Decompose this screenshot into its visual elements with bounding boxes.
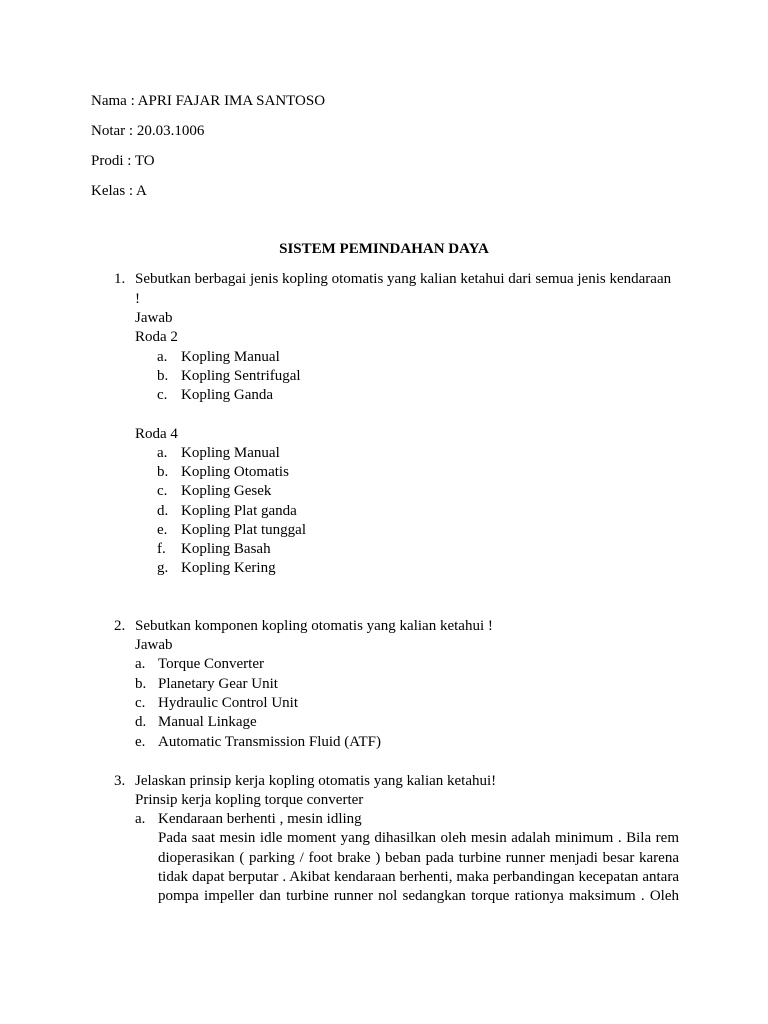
- q3-subtitle: Prinsip kerja kopling torque converter: [135, 792, 364, 808]
- q1-roda2-item-b-letter: b.: [157, 368, 169, 384]
- document-title: SISTEM PEMINDAHAN DAYA: [279, 241, 489, 257]
- q2-item-d: Manual Linkage: [158, 714, 257, 730]
- q1-roda4-item-e-letter: e.: [157, 522, 168, 538]
- q1-roda4-item-d-letter: d.: [157, 503, 169, 519]
- q1-question-line2: !: [135, 291, 140, 307]
- q1-jawab: Jawab: [135, 310, 173, 326]
- q2-jawab: Jawab: [135, 637, 173, 653]
- q1-roda4-item-b: Kopling Otomatis: [181, 464, 289, 480]
- q1-roda4-item-g-letter: g.: [157, 560, 169, 576]
- q1-roda4-item-f-letter: f.: [157, 541, 166, 557]
- q1-roda4-item-g: Kopling Kering: [181, 560, 276, 576]
- q2-item-e: Automatic Transmission Fluid (ATF): [158, 734, 381, 750]
- q1-roda2-label: Roda 2: [135, 329, 178, 345]
- q1-roda4-item-f: Kopling Basah: [181, 541, 271, 557]
- q3-paragraph-line-3: tidak dapat berputar . Akibat kendaraan berhenti, maka perbandingan kecepatan antara: [158, 869, 679, 885]
- q3-question: Jelaskan prinsip kerja kopling otomatis yang kalian ketahui!: [135, 773, 497, 789]
- q1-roda2-item-a-letter: a.: [157, 349, 168, 365]
- q1-question-line1: Sebutkan berbagai jenis kopling otomatis yang kalian ketahui dari semua jenis kendaraan: [135, 271, 672, 287]
- q2-item-a-letter: a.: [135, 656, 146, 672]
- q2-item-c-letter: c.: [135, 695, 146, 711]
- q2-item-d-letter: d.: [135, 714, 147, 730]
- q1-roda4-item-d: Kopling Plat ganda: [181, 503, 297, 519]
- q3-number: 3.: [114, 773, 126, 789]
- q1-roda4-item-e: Kopling Plat tunggal: [181, 522, 306, 538]
- student-prodi: Prodi : TO: [91, 153, 155, 169]
- q2-item-a: Torque Converter: [158, 656, 264, 672]
- q1-roda4-item-c-letter: c.: [157, 483, 168, 499]
- student-name: Nama : APRI FAJAR IMA SANTOSO: [91, 93, 326, 109]
- q3-paragraph-line-4: pompa impeller dan turbine runner nol sedangkan torque rationya maksimum . Oleh: [158, 888, 679, 904]
- q3-item-a-title: Kendaraan berhenti , mesin idling: [158, 811, 362, 827]
- q2-item-e-letter: e.: [135, 734, 146, 750]
- q3-item-a-letter: a.: [135, 811, 146, 827]
- student-notar: Notar : 20.03.1006: [91, 123, 205, 139]
- q1-roda4-item-c: Kopling Gesek: [181, 483, 272, 499]
- q2-number: 2.: [114, 618, 126, 634]
- q1-roda4-label: Roda 4: [135, 426, 178, 442]
- q2-question: Sebutkan komponen kopling otomatis yang kalian ketahui !: [135, 618, 493, 634]
- q1-roda2-item-a: Kopling Manual: [181, 349, 280, 365]
- q1-roda4-item-a: Kopling Manual: [181, 445, 280, 461]
- q1-roda4-item-a-letter: a.: [157, 445, 168, 461]
- q1-number: 1.: [114, 271, 126, 287]
- q2-item-b: Planetary Gear Unit: [158, 676, 278, 692]
- q2-item-b-letter: b.: [135, 676, 147, 692]
- q1-roda2-item-c: Kopling Ganda: [181, 387, 274, 403]
- q3-paragraph-line-1: Pada saat mesin idle moment yang dihasilkan oleh mesin adalah minimum . Bila rem: [158, 830, 679, 846]
- q1-roda2-item-c-letter: c.: [157, 387, 168, 403]
- q3-paragraph-line-2: dioperasikan ( parking / foot brake ) beban pada turbine runner menjadi besar karena: [158, 850, 679, 866]
- student-kelas: Kelas : A: [91, 183, 147, 199]
- q1-roda4-item-b-letter: b.: [157, 464, 169, 480]
- q2-item-c: Hydraulic Control Unit: [158, 695, 298, 711]
- q1-roda2-item-b: Kopling Sentrifugal: [181, 368, 301, 384]
